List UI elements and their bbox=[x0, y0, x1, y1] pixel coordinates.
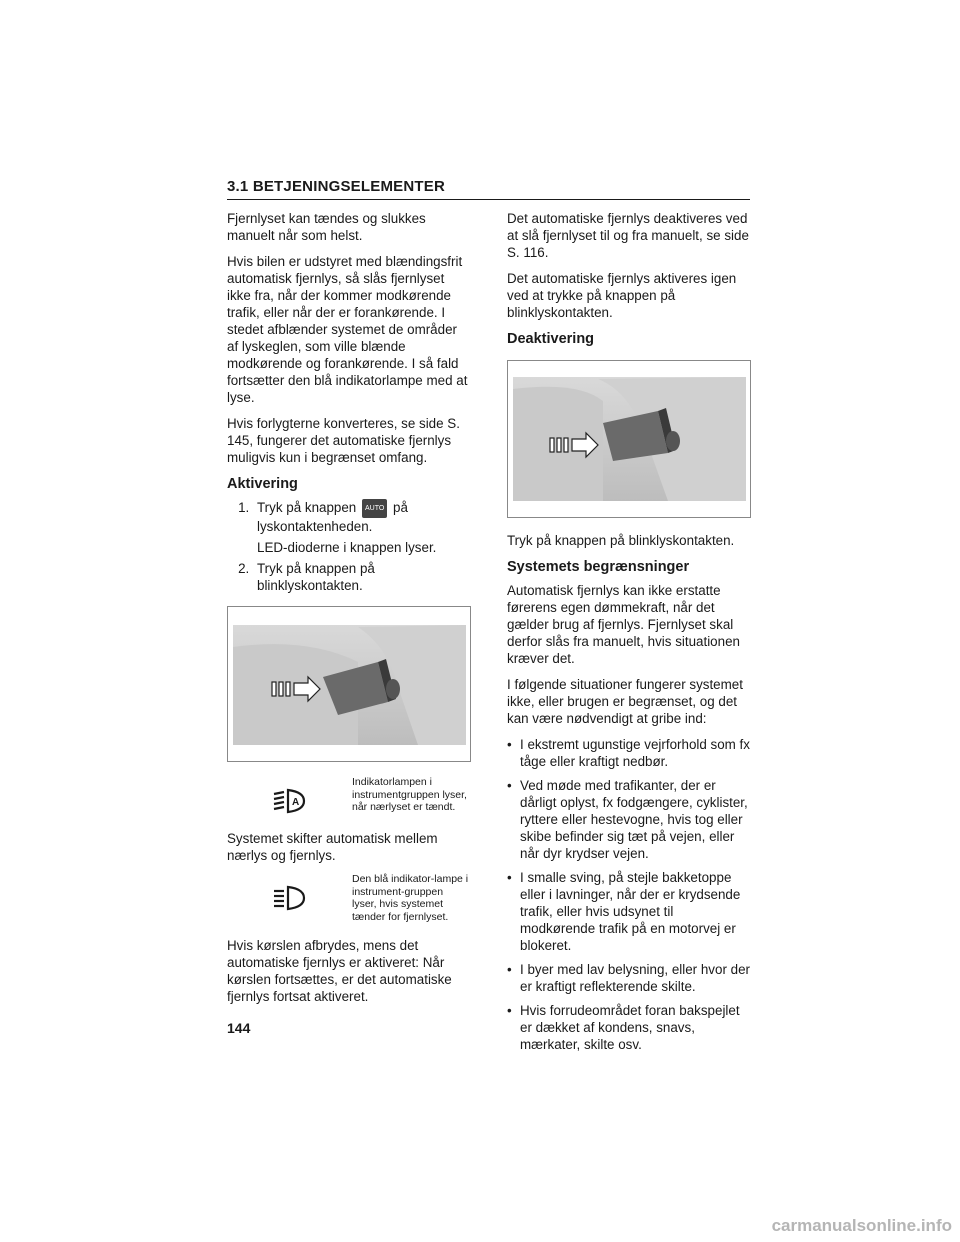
high-beam-icon bbox=[227, 873, 352, 913]
paragraph: Automatisk fjernlys kan ikke erstatte førerens egen dømmekraft, når det gælder brug af fjernlys. Fjernlyset skal derfor slås fra manuelt, hvis situationen kræver det. bbox=[507, 583, 740, 666]
list-item: • I smalle sving, på stejle bakketoppe eller i lavninger, når der er krydsende trafik, eller hvis udsynet til modkørende trafik på en motorvej er blokeret. bbox=[507, 869, 751, 954]
list-item: • Hvis forrudeområdet foran bakspejlet er dækket af kondens, snavs, mærkater, skilte osv. bbox=[507, 1002, 751, 1053]
section-header bbox=[227, 178, 750, 200]
heading-aktivering: Aktivering bbox=[227, 476, 298, 492]
step-1: 1. Tryk på knappen AUTO på lyskontaktenheden. LED-dioderne i knappen lyser. bbox=[253, 499, 471, 556]
paragraph: Systemet skifter automatisk mellem nærlys og fjernlys. bbox=[227, 831, 438, 863]
auto-light-icon bbox=[227, 776, 352, 816]
page-number: 144 bbox=[227, 1020, 251, 1036]
right-column bbox=[507, 210, 751, 1060]
indicator-low-beam-auto bbox=[227, 776, 471, 816]
paragraph: I følgende situationer fungerer systemet ikke, eller brugen er begrænset, og det kan være nødvendigt at gribe ind: bbox=[507, 677, 743, 726]
list-item: • I ekstremt ugunstige vejrforhold som fx tåge eller kraftigt nedbør. bbox=[507, 736, 751, 770]
list-item: • I byer med lav belysning, eller hvor der er kraftigt reflekterende skilte. bbox=[507, 961, 751, 995]
auto-button-icon: AUTO bbox=[362, 499, 387, 518]
indicator-caption: Den blå indikator-lampe i instrument-gruppen lyser, hvis systemet tænder for fjernlyset. bbox=[352, 873, 469, 923]
stalk-illustration-activation bbox=[227, 606, 471, 762]
watermark: carmanualsonline.info bbox=[771, 1216, 952, 1235]
stalk-illustration-deactivation bbox=[507, 360, 751, 518]
paragraph: Det automatiske fjernlys aktiveres igen ved at trykke på knappen på blinklyskontakten. bbox=[507, 271, 737, 320]
step-1-note: LED-dioderne i knappen lyser. bbox=[257, 540, 437, 555]
paragraph: Fjernlyset kan tændes og slukkes manuelt når som helst. bbox=[227, 211, 426, 243]
indicator-caption: Indikatorlampen i instrumentgruppen lyser, når nærlyset er tændt. bbox=[352, 776, 467, 813]
paragraph: Det automatiske fjernlys deaktiveres ved at slå fjernlyset til og fra manuelt, se side S. 116. bbox=[507, 211, 749, 260]
paragraph: Hvis forlygterne konverteres, se side S. 145, fungerer det automatiske fjernlys muligvis kun i begrænset omfang. bbox=[227, 416, 460, 465]
steps-list bbox=[227, 499, 471, 594]
svg-text:A: A bbox=[291, 797, 299, 808]
paragraph: Hvis bilen er udstyret med blændingsfrit automatisk fjernlys, så slås fjernlyset ikke fra, når der kommer modkørende trafik, eller når der er forankørende. I stedet afblænder systemet de områder af lyskeglen, som ville blænde modkørende og forankørende. I så fald fortsætter den blå indikatorlampe med at lyse. bbox=[227, 254, 468, 405]
left-column bbox=[227, 210, 471, 1014]
heading-begraensninger: Systemets begrænsninger bbox=[507, 559, 690, 575]
indicator-high-beam bbox=[227, 873, 471, 923]
section-title: 3.1 BETJENINGSELEMENTER bbox=[227, 178, 445, 195]
paragraph: Tryk på knappen på blinklyskontakten. bbox=[507, 533, 735, 548]
step-2: 2. Tryk på knappen på blinklyskontakten. bbox=[253, 560, 471, 594]
limitations-list bbox=[507, 736, 751, 1053]
heading-deaktivering: Deaktivering bbox=[507, 331, 595, 347]
list-item: • Ved møde med trafikanter, der er dårligt oplyst, fx fodgængere, cyklister, ryttere eller hestevogne, hvis tog eller skibe befinder sig tæt på vejen, eller når dyr krydser vejen. bbox=[507, 777, 751, 862]
paragraph: Hvis kørslen afbrydes, mens det automatiske fjernlys er aktiveret: Når kørslen fortsættes, er det automatiske fjernlys fortsat aktiveret. bbox=[227, 938, 452, 1004]
